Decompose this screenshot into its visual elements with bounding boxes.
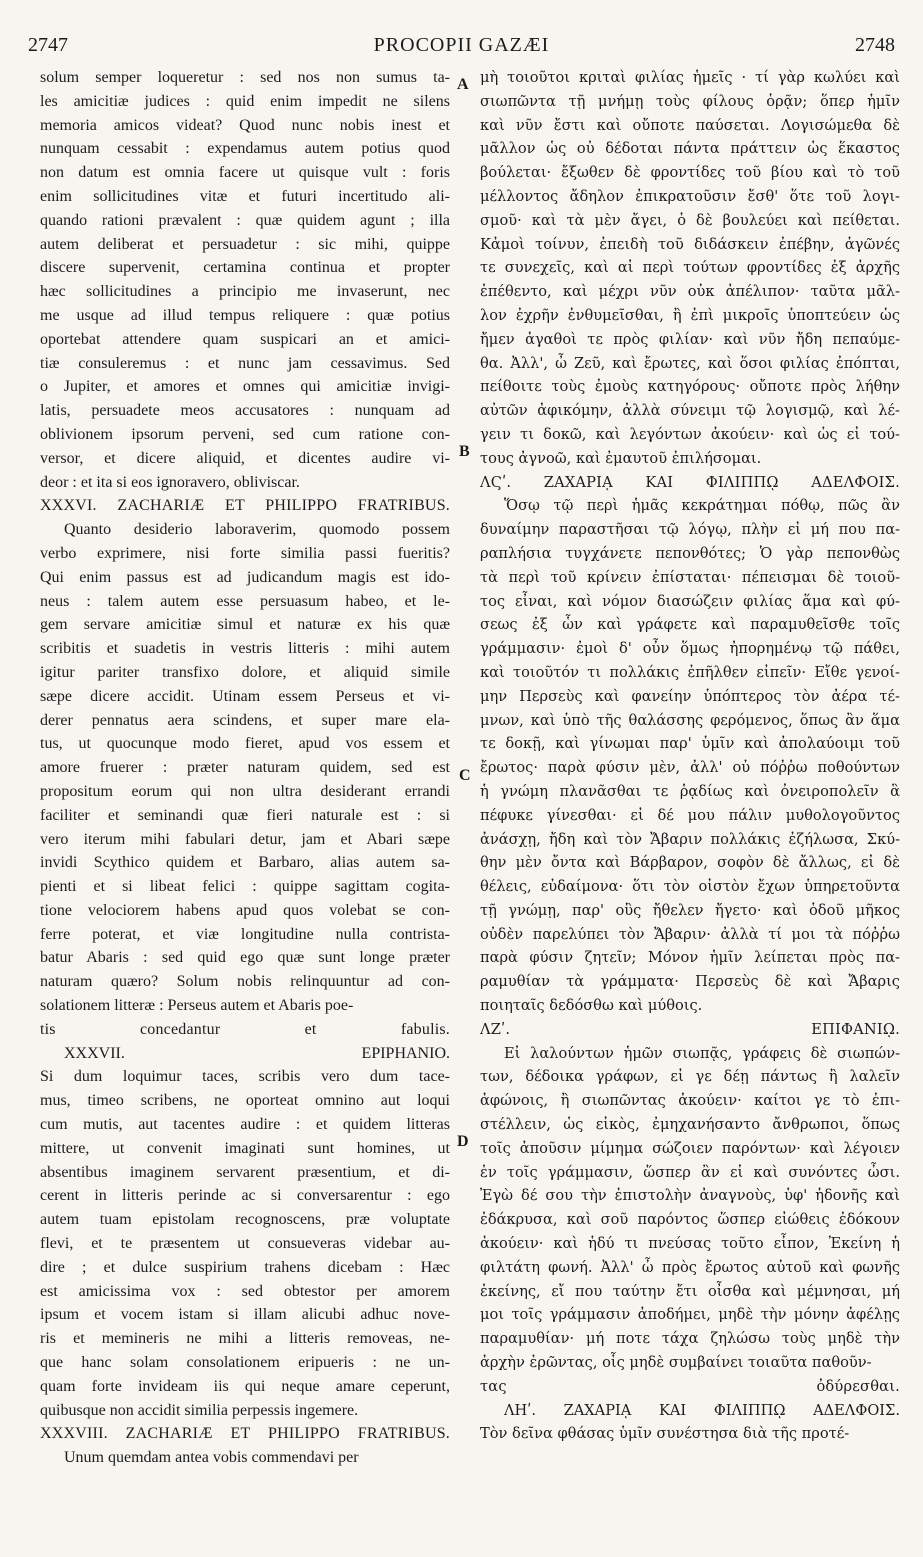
greek-text-line: μᾶλλον ὡς οὐ δέδοται πάντα πράττειν ὡς ἕκαστος: [480, 140, 900, 158]
latin-text-line: faciliter et seminandi quæ fieri naturale est : si: [40, 806, 450, 824]
latin-text-line: vero iterum mihi fabulari detur, jam et Abari sæpe: [40, 830, 450, 848]
greek-text-line: ραμυθίαν τὰ γράμματα· Περσεὺς δὲ καὶ Ἄβαρις: [480, 973, 900, 991]
latin-text-line: gem servare amicitiæ simul et naturæ ex his quæ: [40, 616, 450, 634]
margin-letter-c: C: [459, 767, 471, 784]
greek-text-line: θα. Ἀλλ', ὦ Ζεῦ, καὶ ἔρωτες, καὶ ὅσοι φιλίας ἐπόπται,: [480, 354, 900, 372]
greek-text-line: πείθοιτε τοὺς ἐμοὺς κατηγόρους· οὔποτε πρὸς λήθην: [480, 378, 900, 396]
greek-text-line: παρὰ φύσιν ζητεῖν; Μόνον ἡμῖν λείπεται πρὸς πα-: [480, 949, 900, 967]
latin-text-line: oblivionem ipsorum perveni, sed cum ratione con-: [40, 425, 450, 443]
latin-text-line: tione velociorem habens apud quos volebat se con-: [40, 901, 450, 919]
greek-text-line: ἀρχὴν ἐρῶντας, οἷς μηδὲ συμβαίνει τοιαῦτα παθοῦν-: [480, 1354, 872, 1372]
latin-text-line: Qui enim passus est ad judicandum magis est ido-: [40, 568, 450, 586]
greek-text-line: σιωπῶντα τῇ μνήμῃ τοὺς φίλους ὁρᾷν; ὅπερ ἡμῖν: [480, 92, 900, 110]
greek-text-line: Εἰ λαλούντων ἡμῶν σιωπᾷς, γράφεις δὲ σιωπών-: [504, 1044, 900, 1062]
latin-text-line: amore fruerer : præter naturam quidem, sed est: [40, 759, 450, 777]
greek-text-line: δυναίμην παραστῆσαι τῷ λόγῳ, πλὴν εἰ μή που πα-: [480, 521, 900, 539]
latin-letter-heading: XXXVIII. ZACHARIÆ ET PHILIPPO FRATRIBUS.: [40, 1425, 450, 1443]
greek-text-line: Ὅσῳ τῷ περὶ ἡμᾶς κεκράτημαι πόθῳ, πῶς ἂν: [504, 497, 900, 515]
latin-text-line: ferre poterat, et viæ longitudine nulla contrista-: [40, 925, 450, 943]
latin-text-line: dire ; et dulce suspirium trahens dicebam : Hæc: [40, 1258, 450, 1276]
greek-text-line: στέλλειν, ὡς εἰκὸς, ἐμηχανήσαντο ἄνθρωποι, ὅπως: [480, 1116, 900, 1134]
greek-text-line: μέλλοντος ἄδηλον ἐπικρατοῦσιν ἔσθ' ὅτε τοῦ λογι-: [480, 187, 900, 205]
latin-text-line: non datum est omnia facere ut quisque vult : foris: [40, 164, 450, 182]
page-number-left: 2747: [28, 34, 68, 56]
greek-text-line: τε δοκῇ, καὶ γίνωμαι παρ' ὑμῖν καὶ ἀπολαύοιμι τοῦ: [480, 735, 900, 753]
margin-letter-a: A: [457, 76, 469, 93]
latin-text-line: ris et memineris ne mihi a litteris removeas, ne-: [40, 1330, 450, 1348]
latin-text-line: mittere, ut convenit imaginati sunt homines, ut: [40, 1139, 450, 1157]
greek-text-line: ποιηταῖς δεδόσθω καὶ μύθοις.: [480, 997, 703, 1015]
latin-text-line: verbo exprimere, nisi forte similia passi fueritis?: [40, 544, 450, 562]
latin-text-line: propositum eorum qui non ultra desiderant errandi: [40, 782, 450, 800]
latin-text-line: sæpe dicere accidit. Utinam essem Perseus et vi-: [40, 687, 450, 705]
latin-text-line: quando rationi prævalent : quæ quidem agunt ; illa: [40, 211, 450, 229]
greek-text-line: τος εἶναι, καὶ νόμον διασώζειν φιλίας ἅμα καὶ φύ-: [480, 592, 900, 610]
latin-text-line: Quanto desiderio laboraverim, quomodo possem: [64, 521, 450, 539]
latin-letter-heading: XXXVI. ZACHARIÆ ET PHILIPPO FRATRIBUS.: [40, 497, 450, 515]
latin-letter-heading: tis concedantur et fabulis.: [40, 1020, 450, 1038]
latin-text-line: cum mutis, aut tacentes audire : et quidem litteras: [40, 1116, 450, 1134]
latin-text-line: Si dum loquimur taces, scribis vero dum tace-: [40, 1068, 450, 1086]
latin-text-line: batur Abaris : sed quid ego quæ sunt longe præter: [40, 949, 450, 967]
greek-text-line: ἀνάσχῃ, ἤδη καὶ τὸν Ἄβαριν πολλάκις ἐζήλωσα, Σκύ-: [480, 830, 900, 848]
greek-text-line: τε συνεχεῖς, καὶ αἱ περὶ τούτων φροντίδες ἐξ ἀρχῆς: [480, 259, 900, 277]
latin-text-line: deor : et ita si eos ignoravero, obliviscar.: [40, 473, 300, 491]
latin-text-line: o Jupiter, et amores et omnes qui amicitiæ invigi-: [40, 378, 450, 396]
greek-text-line: ἀφώνοις, ἢ σιωπῶντας ἀκούειν· καίτοι γε τὸ ἐπι-: [480, 1092, 900, 1110]
greek-text-line: θην μὲν ὄντα καὶ Βάρβαρον, σοφὸν δὲ ἄλλως, εἰ δὲ: [480, 854, 900, 872]
greek-column: [480, 66, 900, 1446]
greek-text-line: καὶ νῦν ἔστι καὶ οὔποτε παύσεται. Λογισώμεθα δὲ: [480, 116, 900, 134]
greek-text-line: ραπλήσια τυγχάνετε πεπονθότες; Ὁ γὰρ πεπονθὼς: [480, 544, 900, 562]
latin-text-line: invidi Scythico quidem et Barbaro, alias autem sa-: [40, 854, 450, 872]
greek-text-line: μοι τοῖς γράμμασιν ἀποδήμει, μηδὲ τὴν μόνην ἀφέλῃς: [480, 1306, 900, 1324]
greek-text-line: θέλεις, εὐδαίμονα· ὅτι τὸν οἰστὸν ἔχων ὑπηρετοῦντα: [480, 878, 900, 896]
greek-text-line: ἐν τοῖς γράμμασιν, ὥσπερ ἂν εἰ καὶ συνόντες ὦσι.: [480, 1163, 900, 1181]
greek-text-line: μὴ τοιοῦτοι κριταὶ φιλίας ἡμεῖς · τί γὰρ κωλύει καὶ: [480, 69, 900, 86]
latin-text-line: scribitis et suadetis in vestris litteris : mihi autem: [40, 640, 450, 658]
latin-text-line: mus, timeo scribens, ne oporteat omnino aut loqui: [40, 1092, 450, 1110]
latin-text-line: XXXVII. EPIPHANIO.: [64, 1044, 450, 1062]
latin-text-line: latis, persuadete meos accusatores : nunquam ad: [40, 402, 450, 420]
greek-text-line: βούλεται· ἔξωθεν δὲ φροντίδες τοῦ βίου καὶ τὸ τοῦ: [480, 164, 900, 182]
greek-text-line: καὶ τοιοῦτόν τι πολλάκις ἐπῆλθεν εἰπεῖν· Εἴθε γενοί-: [480, 663, 900, 681]
greek-text-line: ἡ γνώμη πλανᾶσθαι τε ῥᾳδίως καὶ ὀνειροπολεῖν ἃ: [480, 782, 900, 800]
latin-column: [40, 66, 450, 1470]
greek-text-line: παραμυθίαν· μή ποτε τάχα ζηλώσω τοὺς μηδὲ τὴν: [480, 1330, 900, 1348]
greek-text-line: λον ἐχρῆν ἐνθυμεῖσθαι, ἢ ἐπὶ μικροῖς ὑποπτεύειν ὡς: [480, 306, 900, 324]
latin-text-line: Unum quemdam antea vobis commendavi per: [64, 1449, 359, 1467]
page-number-right: 2748: [855, 34, 895, 56]
greek-text-line: τοῖς ἀποῦσιν μίμημα σώζοιεν παρόντων· καὶ λέγοιεν: [480, 1139, 900, 1157]
latin-text-line: hæc sollicitudines a principio me invaserunt, nec: [40, 283, 450, 301]
greek-letter-heading: τας ὀδύρεσθαι.: [480, 1377, 900, 1395]
greek-text-line: ἐπέθεντο, καὶ μέχρι νῦν οὐκ ἀπέλιπον· ταῦτα μᾶλ-: [480, 283, 900, 301]
greek-text-line: ἐδάκρυσα, καὶ σοῦ παρόντος ὥσπερ εἰώθεις ἐδόκουν: [480, 1211, 900, 1229]
greek-text-line: φιλτάτη φωνή. Ἀλλ' ὦ πρὸς ἔρωτος αὐτοῦ καὶ φωνῆς: [480, 1258, 900, 1276]
latin-text-line: solationem litteræ : Perseus autem et Abaris poe-: [40, 997, 354, 1015]
latin-text-line: solum semper loqueretur : sed nos non sumus ta-: [40, 69, 450, 86]
latin-text-line: ipsum et vocem istam si illam alicubi adhuc nove-: [40, 1306, 450, 1324]
latin-text-line: memoria amicos videat? Quod nunc nobis inest et: [40, 116, 450, 134]
latin-text-line: autem tuam epistolam recognoscens, præ voluptate: [40, 1211, 450, 1229]
greek-text-line: πέφυκε γίνεσθαι· εἰ δέ μου πάλιν μυθολογοῦντος: [480, 806, 900, 824]
latin-text-line: quibusque non accidit similia perpessis ingemere.: [40, 1401, 359, 1419]
latin-text-line: quam forte invideam iis qui neque amare ceperunt,: [40, 1377, 450, 1395]
latin-text-line: tiæ consuleremus : et nunc jam cessavimus. Sed: [40, 354, 450, 372]
greek-text-line: Τὸν δεῖνα φθάσας ὑμῖν συνέστησα διὰ τῆς προτέ-: [480, 1425, 850, 1443]
greek-text-line: τῇ γνώμῃ, παρ' οὓς ἤθελεν ἤγετο· καὶ ὁδοῦ μῆκος: [480, 901, 900, 919]
greek-text-line: αὐτῶν ἀφικόμην, ἀλλὰ σύνειμι τῷ λογισμῷ, καὶ λέ-: [480, 402, 900, 420]
greek-text-line: γειν τι δοκῶ, καὶ λεγόντων ἀκούειν· καὶ ὡς εἰ τού-: [480, 425, 900, 443]
greek-letter-heading: ΛΖʹ. ΕΠΙΦΑΝΙῼ.: [480, 1020, 900, 1038]
greek-text-line: σμοῦ· καὶ τὰ μὲν ἄγει, ὁ δὲ βουλεύει καὶ πείθεται.: [480, 211, 900, 229]
greek-text-line: Κἀμοὶ τοίνυν, ἐπειδὴ τοῦ διδάσκειν ἐπέβην, ἀγῶνές: [480, 235, 900, 253]
latin-text-line: absentibus imaginem servarent præsentium, et di-: [40, 1163, 450, 1181]
latin-text-line: versor, et dicere aliquid, et dicentes audire vi-: [40, 449, 450, 467]
latin-text-line: oportebat attendere quam suspicari an et amici-: [40, 330, 450, 348]
latin-text-line: discere supervenit, certamina continua et propter: [40, 259, 450, 277]
greek-text-line: ἀκούειν· καὶ ἡδύ τι πνεύσας τοῦτο εἶπον, Ἐκείνη ἡ: [480, 1235, 900, 1253]
latin-text-line: tus, ut quocunque modo fieret, apud vos essem et: [40, 735, 450, 753]
latin-text-line: derer pennatus aera scindens, et super mare ela-: [40, 711, 450, 729]
latin-text-line: neus : talem autem esse persuasum habeo, et le-: [40, 592, 450, 610]
greek-letter-heading: ΛϚʹ. ΖΑΧΑΡΙᾼ ΚΑΙ ΦΙΛΙΠΠῼ ΑΔΕΛΦΟΙΣ.: [480, 473, 900, 491]
greek-text-line: ἔρωτος· παρὰ φύσιν μὲν, ἀλλ' οὐ πόῤῥω ποθούντων: [480, 759, 900, 777]
margin-letter-d: D: [457, 1133, 469, 1150]
latin-text-line: igitur pariter transfixo dolore, et aliquid simile: [40, 663, 450, 681]
greek-text-line: των, δέδοικα γράφων, εἰ γε δέῃ πάντως ἢ λαλεῖν: [480, 1068, 900, 1086]
greek-text-line: μνων, καὶ ὑπὸ τῆς θαλάσσης φερόμενος, ὅπως ἂν ἅμα: [480, 711, 900, 729]
greek-text-line: σεως ἐξ ὧν καὶ γράφετε καὶ παραμυθεῖσθε τοῖς: [480, 616, 900, 634]
greek-text-line: ἤμεν ἀγαθοὶ τε πρὸς φιλίαν· καὶ νῦν ἤδη πεπαύμε-: [480, 330, 900, 348]
greek-text-line: τὰ περὶ τοῦ κρίνειν ἐπίσταται· πέπεισμαι δὲ τοιοῦ-: [480, 568, 900, 586]
greek-text-line: οὐδὲν παρελύπει τὸν Ἄβαριν· ἀλλὰ τί μοι τὰ πόῤῥω: [480, 925, 900, 943]
latin-text-line: les amicitiæ judices : quid enim impedit ne silens: [40, 92, 450, 110]
latin-text-line: que hanc solam consolationem eripueris : ne un-: [40, 1354, 450, 1372]
latin-text-line: est amicissima vox : sed obtestor per amorem: [40, 1282, 450, 1300]
latin-text-line: flevi, et te præsentem ut consueveras videbar au-: [40, 1235, 450, 1253]
greek-text-line: μην Περσεὺς καὶ φανείην ὑπόπτερος τὸν ἀέρα τέ-: [480, 687, 900, 705]
latin-text-line: autem deliberat et persuadetur : sic mihi, quippe: [40, 235, 450, 253]
latin-text-line: nunquam cessabit : expendamus autem potius quod: [40, 140, 450, 158]
margin-letter-b: B: [459, 443, 470, 460]
latin-text-line: me usque ad illud tempus reliquere : quæ potius: [40, 306, 450, 324]
greek-text-line: ΛΗʹ. ΖΑΧΑΡΙᾼ ΚΑΙ ΦΙΛΙΠΠῼ ΑΔΕΛΦΟΙΣ.: [504, 1401, 900, 1419]
running-title: PROCOPII GAZÆI: [373, 34, 550, 56]
greek-text-line: τους ἀγνοῶ, καὶ ἐμαυτοῦ ἐπιλήσομαι.: [480, 449, 762, 467]
latin-text-line: pienti et si libeat felici : quippe sagittam cogita-: [40, 878, 450, 896]
greek-text-line: Ἐγὼ δέ σου τὴν ἐπιστολὴν ἀναγνοὺς, ὑφ' ἡδονῆς καὶ: [480, 1187, 900, 1205]
latin-text-line: enim sollicitudines vitæ et futuri incertitudo ali-: [40, 187, 450, 205]
greek-text-line: γράμμασιν· ἐμοὶ δ' οὖν ὅμως ἠπορημένῳ τῷ πάθει,: [480, 640, 900, 658]
running-header: [28, 28, 895, 64]
latin-text-line: cerent in litteris perinde ac si conversarentur : ego: [40, 1187, 450, 1205]
latin-text-line: naturam quæro? Solum nobis relinquuntur ad con-: [40, 973, 450, 991]
greek-text-line: ἐκείνης, εἴ που ταύτην ἔτι οἶσθα καὶ μέμνησαι, μή: [480, 1282, 900, 1300]
